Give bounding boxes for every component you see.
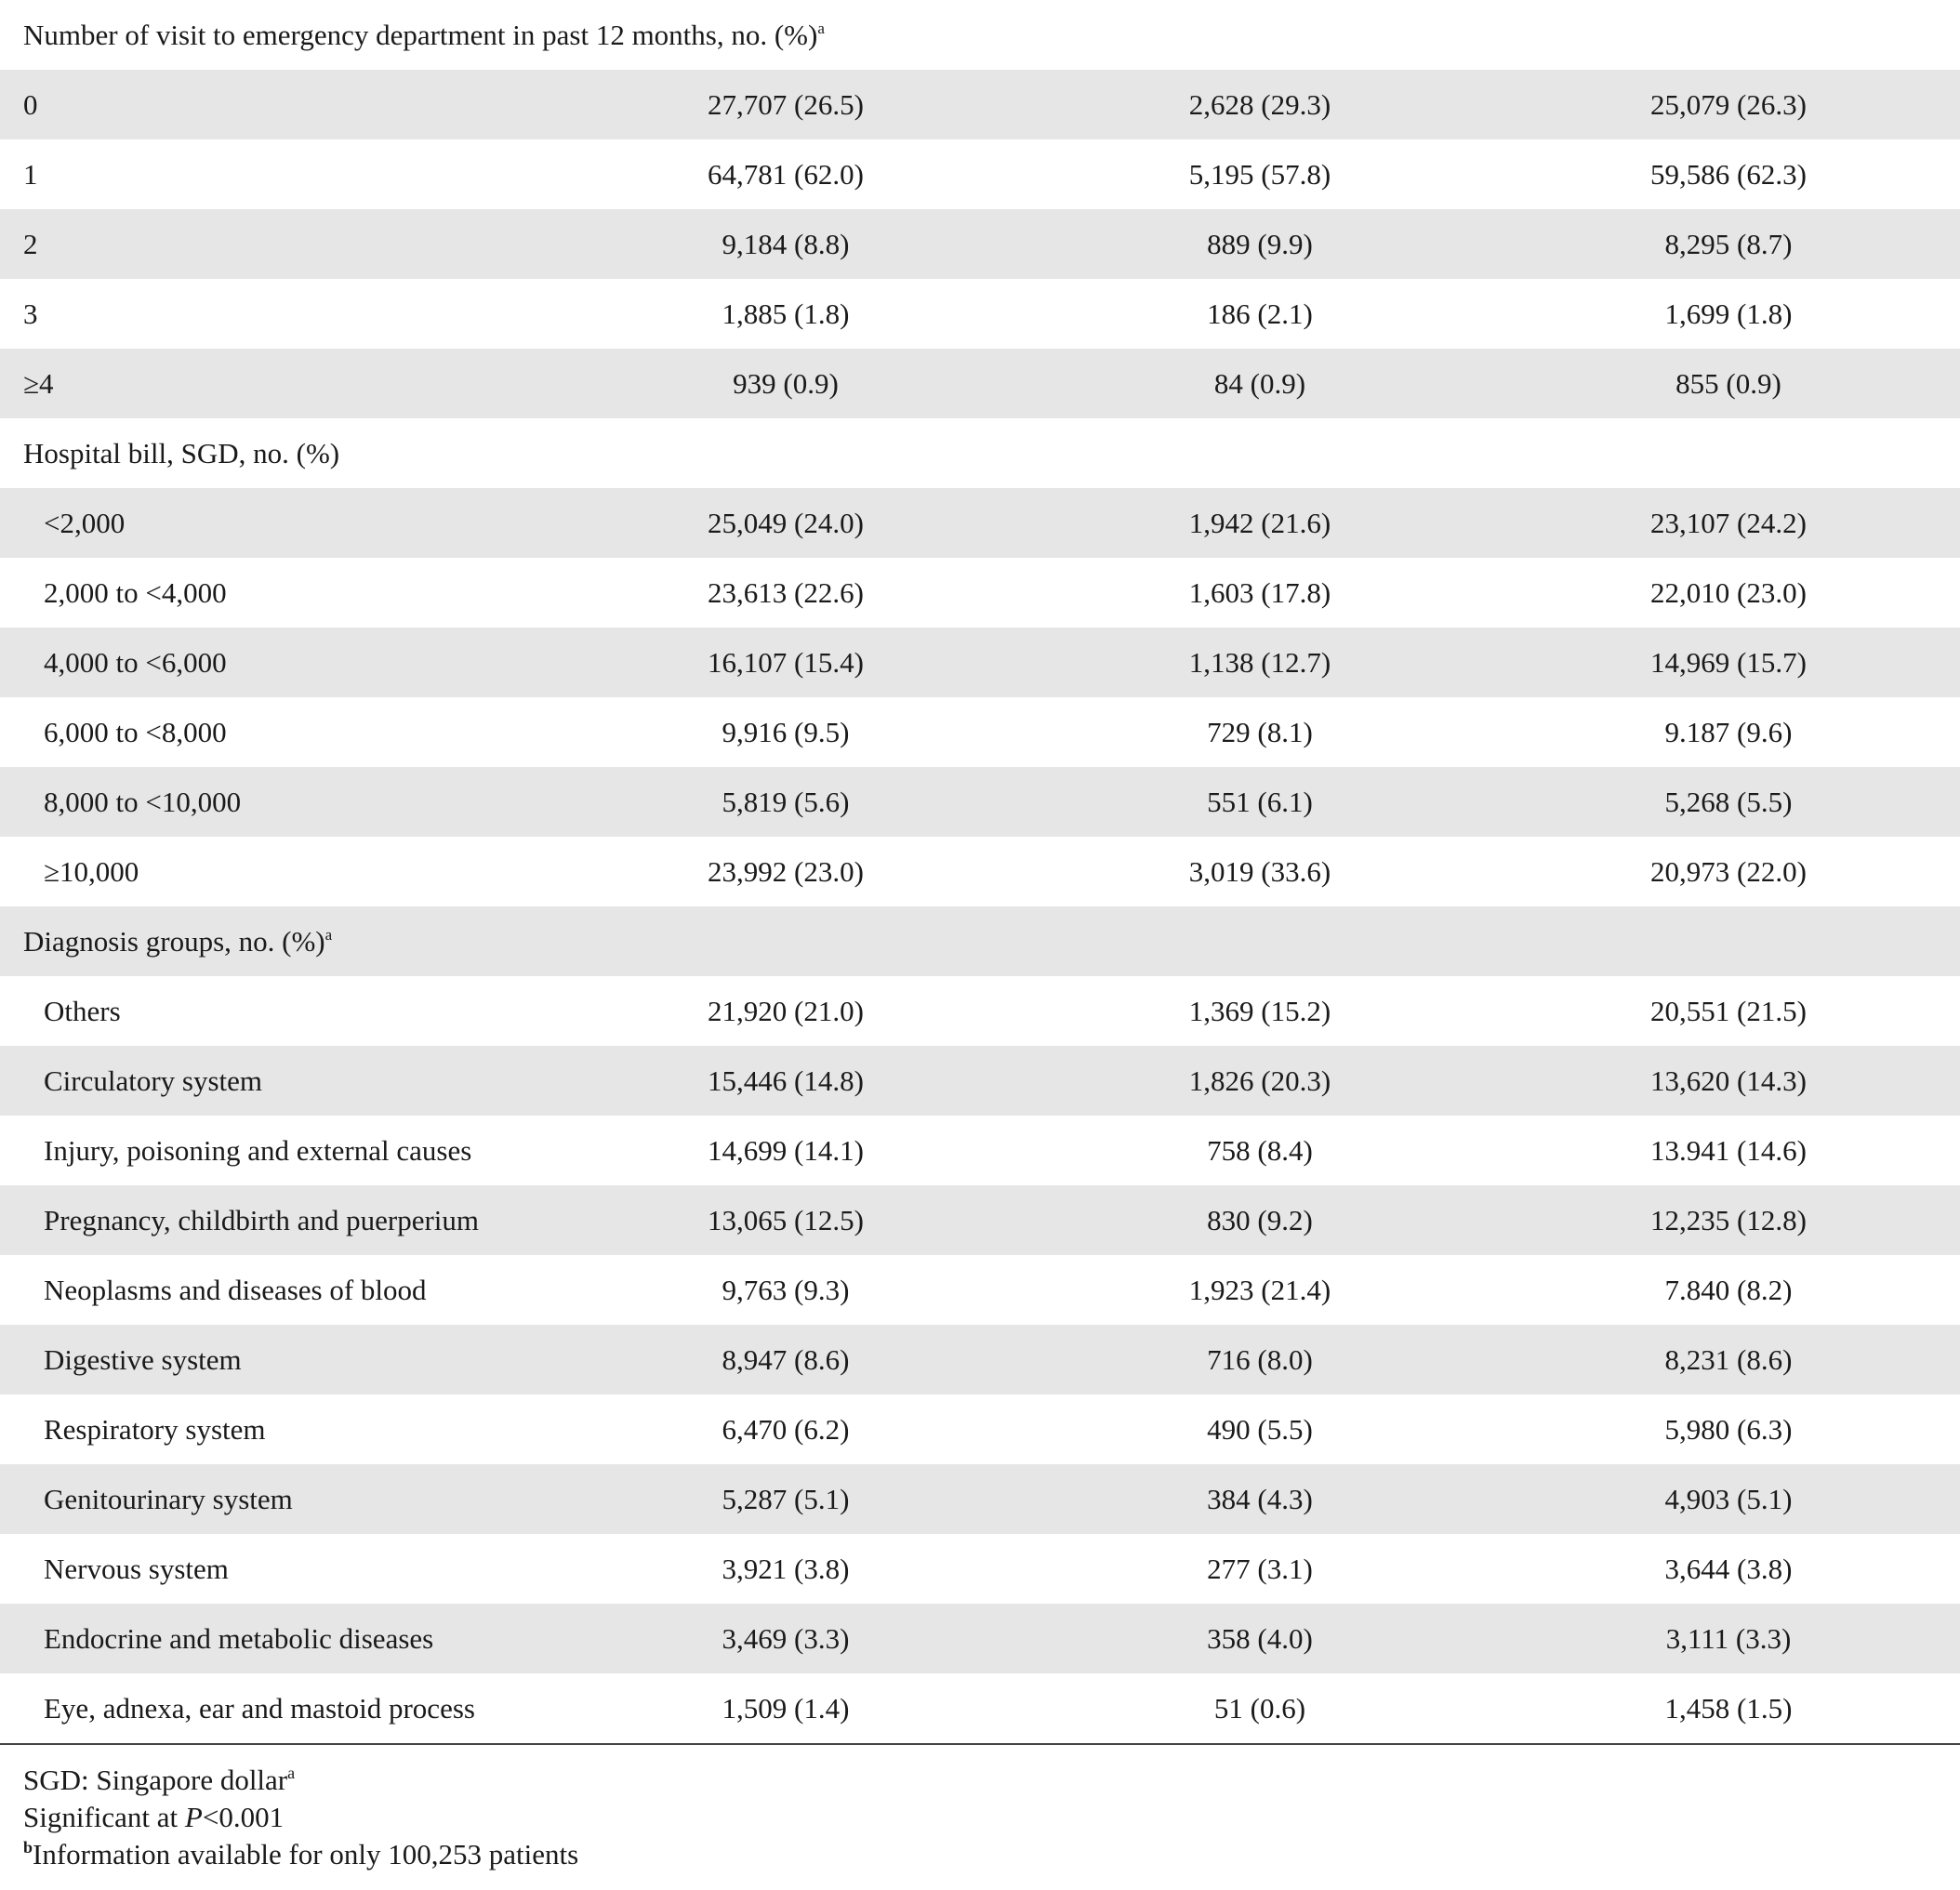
section-header-row bbox=[0, 0, 1960, 70]
table-row bbox=[0, 558, 1960, 628]
value-cell-col1: 3,469 (3.3) bbox=[549, 1604, 1023, 1673]
value-cell-col2: 2,628 (29.3) bbox=[1023, 70, 1497, 139]
value-cell-col1: 16,107 (15.4) bbox=[549, 628, 1023, 697]
value-cell-col1: 5,287 (5.1) bbox=[549, 1464, 1023, 1534]
value-cell-col2: 1,369 (15.2) bbox=[1188, 994, 1331, 1027]
footnote-availability-text: Information available for only 100,253 patients bbox=[33, 1838, 579, 1870]
footnote-availability-sup: b bbox=[23, 1838, 33, 1857]
table-row bbox=[0, 139, 1960, 209]
value-cell-col3: 5,268 (5.5) bbox=[1497, 767, 1960, 837]
footnote-significance-p: P bbox=[184, 1801, 203, 1833]
value-cell-col2: 758 (8.4) bbox=[1207, 1133, 1313, 1167]
row-label-cell: 3 bbox=[23, 297, 38, 330]
value-cell-col1: 9,916 (9.5) bbox=[722, 715, 850, 748]
value-cell-col3: 14,969 (15.7) bbox=[1497, 628, 1960, 697]
row-label-cell: Eye, adnexa, ear and mastoid process bbox=[44, 1691, 475, 1725]
footnote-availability bbox=[23, 1836, 578, 1873]
value-cell-col2: 277 (3.1) bbox=[1207, 1552, 1313, 1585]
table-row bbox=[0, 1534, 1960, 1604]
table-row bbox=[0, 1046, 1960, 1116]
table-row bbox=[0, 767, 1960, 837]
row-label-cell: 0 bbox=[0, 70, 549, 139]
value-cell-col1: 8,947 (8.6) bbox=[549, 1325, 1023, 1394]
value-cell-col3: 7.840 (8.2) bbox=[1664, 1273, 1793, 1306]
row-label-cell: Pregnancy, childbirth and puerperium bbox=[0, 1185, 549, 1255]
row-label-cell: ≥4 bbox=[0, 349, 549, 418]
value-cell-col1: 9,763 (9.3) bbox=[722, 1273, 850, 1306]
section-header-cell bbox=[0, 418, 1960, 488]
row-label-cell: 1 bbox=[23, 157, 38, 191]
table-row bbox=[0, 697, 1960, 767]
row-label-cell: Genitourinary system bbox=[0, 1464, 549, 1534]
table-row bbox=[0, 628, 1960, 697]
value-cell-col2: 729 (8.1) bbox=[1207, 715, 1313, 748]
value-cell-col3: 3,644 (3.8) bbox=[1664, 1552, 1793, 1585]
value-cell-col1: 27,707 (26.5) bbox=[549, 70, 1023, 139]
value-cell-col3: 8,295 (8.7) bbox=[1497, 209, 1960, 279]
footnote-significance bbox=[23, 1799, 578, 1836]
value-cell-col1: 64,781 (62.0) bbox=[708, 157, 864, 191]
value-cell-col1: 1,509 (1.4) bbox=[722, 1691, 850, 1725]
value-cell-col3: 13,620 (14.3) bbox=[1497, 1046, 1960, 1116]
row-label-cell: Injury, poisoning and external causes bbox=[44, 1133, 472, 1167]
value-cell-col2: 551 (6.1) bbox=[1023, 767, 1497, 837]
table-row bbox=[0, 1325, 1960, 1394]
footnote-significance-prefix: Significant at bbox=[23, 1801, 185, 1833]
value-cell-col1: 13,065 (12.5) bbox=[549, 1185, 1023, 1255]
section-title: Number of visit to emergency department in past 12 months, no. (%) bbox=[23, 18, 818, 51]
section-header-cell bbox=[0, 906, 1960, 976]
value-cell-col2: 384 (4.3) bbox=[1023, 1464, 1497, 1534]
row-label-cell: 2 bbox=[0, 209, 549, 279]
row-label-cell: Others bbox=[44, 994, 121, 1027]
value-cell-col1: 9,184 (8.8) bbox=[549, 209, 1023, 279]
value-cell-col3: 855 (0.9) bbox=[1497, 349, 1960, 418]
value-cell-col3: 25,079 (26.3) bbox=[1497, 70, 1960, 139]
footnote-significance-suffix: <0.001 bbox=[202, 1801, 285, 1833]
value-cell-col1: 25,049 (24.0) bbox=[549, 488, 1023, 558]
value-cell-col3: 20,551 (21.5) bbox=[1650, 994, 1807, 1027]
value-cell-col3: 9.187 (9.6) bbox=[1664, 715, 1793, 748]
value-cell-col2: 186 (2.1) bbox=[1207, 297, 1313, 330]
value-cell-col3: 22,010 (23.0) bbox=[1650, 575, 1807, 609]
value-cell-col3: 12,235 (12.8) bbox=[1497, 1185, 1960, 1255]
row-label-cell: <2,000 bbox=[0, 488, 549, 558]
row-label-cell: 6,000 to <8,000 bbox=[44, 715, 227, 748]
section-title: Hospital bill, SGD, no. (%) bbox=[23, 436, 340, 469]
value-cell-col2: 3,019 (33.6) bbox=[1188, 854, 1331, 888]
value-cell-col1: 5,819 (5.6) bbox=[549, 767, 1023, 837]
value-cell-col3: 1,458 (1.5) bbox=[1664, 1691, 1793, 1725]
table-row bbox=[0, 488, 1960, 558]
value-cell-col1: 21,920 (21.0) bbox=[708, 994, 864, 1027]
row-label-cell: Respiratory system bbox=[44, 1412, 266, 1446]
row-label-cell: Neoplasms and diseases of blood bbox=[44, 1273, 427, 1306]
value-cell-col3: 1,699 (1.8) bbox=[1664, 297, 1793, 330]
row-label-cell: 4,000 to <6,000 bbox=[0, 628, 549, 697]
row-label-cell: 8,000 to <10,000 bbox=[0, 767, 549, 837]
section-footnote-marker: a bbox=[817, 19, 825, 37]
value-cell-col2: 1,826 (20.3) bbox=[1023, 1046, 1497, 1116]
footnotes bbox=[23, 1762, 578, 1873]
value-cell-col1: 23,992 (23.0) bbox=[708, 854, 864, 888]
value-cell-col3: 3,111 (3.3) bbox=[1497, 1604, 1960, 1673]
value-cell-col1: 15,446 (14.8) bbox=[549, 1046, 1023, 1116]
section-header-cell bbox=[0, 0, 1960, 70]
footnote-sgd bbox=[23, 1762, 578, 1799]
value-cell-col2: 358 (4.0) bbox=[1023, 1604, 1497, 1673]
value-cell-col3: 23,107 (24.2) bbox=[1497, 488, 1960, 558]
value-cell-col3: 13.941 (14.6) bbox=[1650, 1133, 1807, 1167]
row-label-cell: ≥10,000 bbox=[44, 854, 139, 888]
value-cell-col2: 1,138 (12.7) bbox=[1023, 628, 1497, 697]
table-row bbox=[0, 1604, 1960, 1673]
value-cell-col1: 23,613 (22.6) bbox=[708, 575, 864, 609]
value-cell-col3: 59,586 (62.3) bbox=[1650, 157, 1807, 191]
value-cell-col3: 5,980 (6.3) bbox=[1664, 1412, 1793, 1446]
table-row bbox=[0, 70, 1960, 139]
table-row bbox=[0, 1394, 1960, 1464]
section-footnote-marker: a bbox=[324, 925, 333, 944]
table-row bbox=[0, 209, 1960, 279]
table-row bbox=[0, 1255, 1960, 1325]
table-row bbox=[0, 279, 1960, 349]
value-cell-col2: 716 (8.0) bbox=[1023, 1325, 1497, 1394]
value-cell-col1: 939 (0.9) bbox=[549, 349, 1023, 418]
value-cell-col2: 1,603 (17.8) bbox=[1188, 575, 1331, 609]
value-cell-col1: 1,885 (1.8) bbox=[722, 297, 850, 330]
table-bottom-rule bbox=[0, 1743, 1960, 1745]
row-label-cell: Endocrine and metabolic diseases bbox=[0, 1604, 549, 1673]
table-row bbox=[0, 1464, 1960, 1534]
value-cell-col2: 490 (5.5) bbox=[1207, 1412, 1313, 1446]
value-cell-col2: 1,923 (21.4) bbox=[1188, 1273, 1331, 1306]
table-row bbox=[0, 976, 1960, 1046]
footnote-sgd-sup: a bbox=[287, 1764, 296, 1782]
section-header-row bbox=[0, 906, 1960, 976]
value-cell-col3: 4,903 (5.1) bbox=[1497, 1464, 1960, 1534]
section-header-row bbox=[0, 418, 1960, 488]
value-cell-col2: 51 (0.6) bbox=[1213, 1691, 1306, 1725]
value-cell-col1: 3,921 (3.8) bbox=[722, 1552, 850, 1585]
value-cell-col2: 889 (9.9) bbox=[1023, 209, 1497, 279]
value-cell-col2: 84 (0.9) bbox=[1023, 349, 1497, 418]
value-cell-col3: 20,973 (22.0) bbox=[1650, 854, 1807, 888]
row-label-cell: 2,000 to <4,000 bbox=[44, 575, 227, 609]
table-row bbox=[0, 1116, 1960, 1185]
value-cell-col2: 1,942 (21.6) bbox=[1023, 488, 1497, 558]
table-row bbox=[0, 837, 1960, 906]
footnote-sgd-text: SGD: Singapore dollar bbox=[23, 1764, 288, 1796]
row-label-cell: Digestive system bbox=[0, 1325, 549, 1394]
table-row bbox=[0, 349, 1960, 418]
row-label-cell: Nervous system bbox=[44, 1552, 229, 1585]
value-cell-col1: 14,699 (14.1) bbox=[708, 1133, 864, 1167]
table-row bbox=[0, 1673, 1960, 1743]
value-cell-col1: 6,470 (6.2) bbox=[722, 1412, 850, 1446]
value-cell-col2: 5,195 (57.8) bbox=[1188, 157, 1331, 191]
value-cell-col3: 8,231 (8.6) bbox=[1497, 1325, 1960, 1394]
table-row bbox=[0, 1185, 1960, 1255]
section-title: Diagnosis groups, no. (%) bbox=[23, 924, 325, 958]
row-label-cell: Circulatory system bbox=[0, 1046, 549, 1116]
value-cell-col2: 830 (9.2) bbox=[1023, 1185, 1497, 1255]
